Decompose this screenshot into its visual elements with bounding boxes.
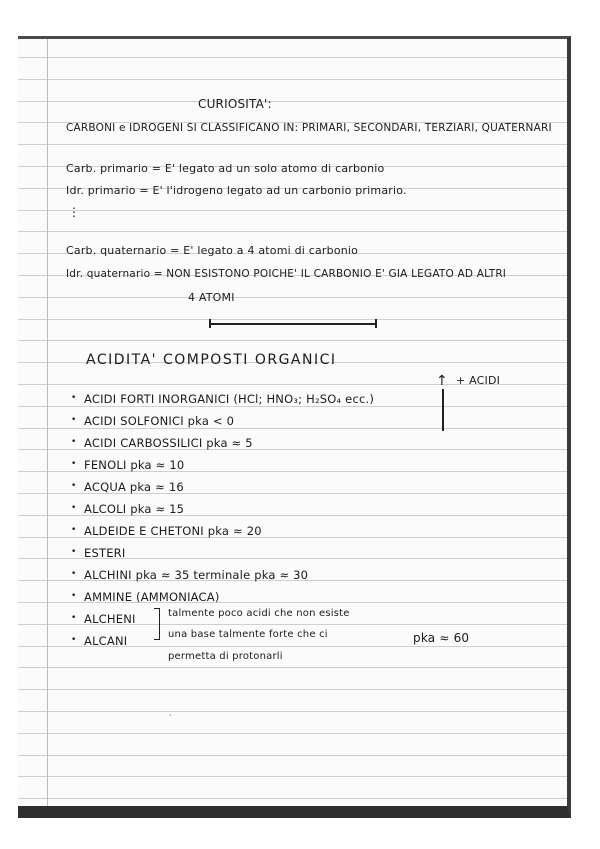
up-arrow-icon: ↑ (436, 373, 448, 389)
ruled-line (18, 297, 567, 298)
list-bullet: • (71, 635, 77, 645)
margin-line (47, 39, 48, 806)
list-item: ESTERI (84, 546, 126, 560)
ruled-line (18, 689, 567, 690)
list-item: FENOLI pka ≈ 10 (84, 458, 185, 472)
list-item: ACQUA pka ≈ 16 (84, 480, 184, 494)
idr-primario-line: Idr. primario = E' l'idrogeno legato ad un carbonio primario. (66, 184, 407, 197)
list-bullet: • (71, 613, 77, 623)
ruled-line (18, 57, 567, 58)
ruled-line (18, 776, 567, 777)
list-item: ALCOLI pka ≈ 15 (84, 502, 185, 516)
ruled-line (18, 755, 567, 756)
list-bullet: • (71, 393, 77, 403)
list-item: ALCANI (84, 634, 128, 648)
acid-strength-arrow-shaft (442, 389, 444, 431)
ruled-line (18, 79, 567, 80)
ruled-line (18, 101, 567, 102)
ruled-line (18, 667, 567, 668)
ruled-line (18, 340, 567, 341)
list-item: AMMINE (AMMONIACA) (84, 590, 220, 604)
list-bullet: • (71, 415, 77, 425)
list-bullet: • (71, 525, 77, 535)
list-item: ALCHINI pka ≈ 35 terminale pka ≈ 30 (84, 568, 309, 582)
ruled-line (18, 428, 567, 429)
stray-dot: · (169, 711, 172, 720)
list-item: ALDEIDE E CHETONI pka ≈ 20 (84, 524, 262, 538)
more-acids-label: + ACIDI (456, 374, 501, 387)
ruled-line (18, 231, 567, 232)
alkane-note-3: permetta di protonarli (168, 651, 283, 662)
section-divider (210, 323, 377, 325)
ruled-line (18, 210, 567, 211)
ruled-line (18, 144, 567, 145)
divider-right-tick (375, 319, 377, 328)
list-item: ACIDI CARBOSSILICI pka ≈ 5 (84, 436, 253, 450)
carb-quaternario-line: Carb. quaternario = E' legato a 4 atomi di carbonio (66, 244, 359, 257)
list-bullet: • (71, 569, 77, 579)
list-item: ACIDI FORTI INORGANICI (HCl; HNO₃; H₂SO₄ ecc.) (84, 392, 375, 406)
ruled-line (18, 406, 567, 407)
list-bullet: • (71, 481, 77, 491)
idr-quaternario-cont: 4 ATOMI (188, 291, 235, 304)
acidity-title: ACIDITA' COMPOSTI ORGANICI (86, 352, 337, 368)
alkene-alkane-bracket (154, 608, 160, 640)
list-bullet: • (71, 503, 77, 513)
notebook-page (18, 36, 571, 818)
divider-left-tick (209, 319, 211, 328)
ellipsis-mark: ⋮ (68, 205, 81, 219)
ruled-line (18, 798, 567, 799)
idr-quaternario-line: Idr. quaternario = NON ESISTONO POICHE' IL CARBONIO E' GIA LEGATO AD ALTRI (66, 268, 507, 280)
alkane-note-1: talmente poco acidi che non esiste (168, 608, 350, 619)
classification-line: CARBONI e IDROGENI SI CLASSIFICANO IN: PRIMARI, SECONDARI, TERZIARI, QUATERNARI (66, 122, 552, 134)
alkane-note-2: una base talmente forte che ci (168, 629, 328, 640)
list-bullet: • (71, 591, 77, 601)
ruled-line (18, 319, 567, 320)
carb-primario-line: Carb. primario = E' legato ad un solo atomo di carbonio (66, 162, 385, 175)
list-item: ACIDI SOLFONICI pka < 0 (84, 414, 235, 428)
list-bullet: • (71, 459, 77, 469)
list-item: ALCHENI (84, 612, 136, 626)
list-bullet: • (71, 547, 77, 557)
ruled-line (18, 733, 567, 734)
ruled-line (18, 711, 567, 712)
page-title: CURIOSITA': (198, 97, 272, 111)
list-bullet: • (71, 437, 77, 447)
alkane-pka: pka ≈ 60 (413, 631, 470, 645)
